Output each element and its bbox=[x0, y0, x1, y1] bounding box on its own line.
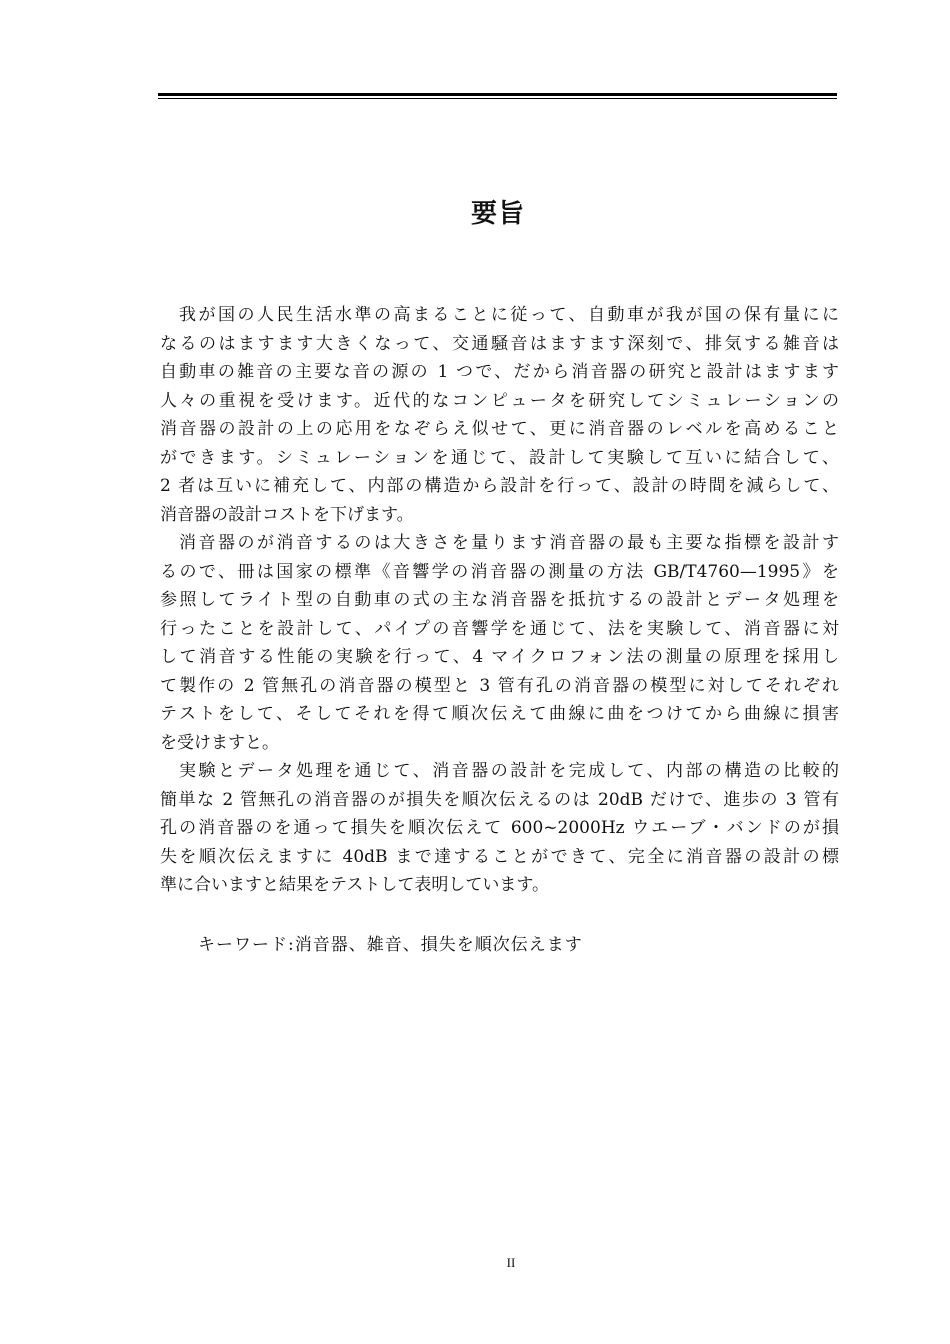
paragraph-2-line-2: るので、冊は国家の標準《音響学の消音器の測量の方法 GB/T4760—1995》を bbox=[160, 561, 839, 582]
keywords-line: キーワード:消音器、雑音、損失を順次伝えます bbox=[198, 935, 583, 955]
paragraph-1-line-4: 人々の重視を受けます。近代的なコンピュータを研究してシミュレーションの bbox=[160, 390, 839, 411]
abstract-body bbox=[160, 301, 839, 900]
paragraph-3-line-4: 失を順次伝えますに 40dB まで達することができて、完全に消音器の設計の標 bbox=[160, 846, 839, 867]
page-title: 要旨 bbox=[470, 199, 525, 229]
paragraph-2-line-7: テストをして、そしてそれを得て順次伝えて曲線に曲をつけてから曲線に損害 bbox=[160, 704, 839, 724]
paragraph-3-line-1: 実験とデータ処理を通じて、消音器の設計を完成して、内部の構造の比較的 bbox=[179, 761, 839, 781]
paragraph-2-line-1: 消音器のが消音するのは大きさを量ります消音器の最も主要な指標を設計す bbox=[179, 533, 839, 553]
paragraph-1-line-3: 自動車の雑音の主要な音の源の 1 つで、だから消音器の研究と設計はますます bbox=[160, 362, 839, 382]
paragraph-1-line-6: ができます。シミュレーションを通じて、設計して実験して互いに結合して、 bbox=[160, 447, 839, 468]
paragraph-1-line-1: 我が国の人民生活水準の高まることに従って、自動車が我が国の保有量にに bbox=[179, 305, 839, 325]
header-rule-thick bbox=[158, 93, 837, 96]
paragraph-1-line-2: なるのはますます大きくなって、交通騒音はますます深刻で、排気する雑音は bbox=[160, 333, 839, 354]
paragraph-1-line-5: 消音器の設計の上の応用をなぞらえ似せて、更に消音器のレベルを高めること bbox=[160, 419, 839, 439]
paragraph-3-line-5: 準に合いますと結果をテストして表明しています。 bbox=[160, 875, 549, 895]
paragraph-2-line-4: 行ったことを設計して、パイプの音響学を通じて、法を実験して、消音器に対 bbox=[160, 618, 839, 639]
paragraph-2-line-8: を受けますと。 bbox=[160, 732, 279, 753]
header-rule-thin bbox=[158, 98, 837, 99]
paragraph-2-line-5: して消音する性能の実験を行って、4 マイクロフォン法の測量の原理を採用し bbox=[160, 647, 839, 667]
paragraph-1-line-7: 2 者は互いに補充して、内部の構造から設計を行って、設計の時間を減らして、 bbox=[160, 476, 839, 496]
paragraph-1-line-8: 消音器の設計コストを下げます。 bbox=[160, 504, 414, 525]
paragraph-3-line-2: 簡単な 2 管無孔の消音器のが損失を順次伝えるのは 20dB だけで、進歩の 3 管有 bbox=[160, 789, 839, 810]
paragraph-2-line-6: て製作の 2 管無孔の消音器の模型と 3 管有孔の消音器の模型に対してそれぞれ bbox=[160, 675, 839, 696]
page-number: II bbox=[506, 1255, 516, 1270]
paragraph-2-line-3: 参照してライト型の自動車の式の主な消音器を抵抗するの設計とデータ処理を bbox=[160, 590, 839, 610]
paragraph-3-line-3: 孔の消音器のを通って損失を順次伝えて 600~2000Hz ウエーブ・バンドのが損 bbox=[160, 818, 839, 838]
